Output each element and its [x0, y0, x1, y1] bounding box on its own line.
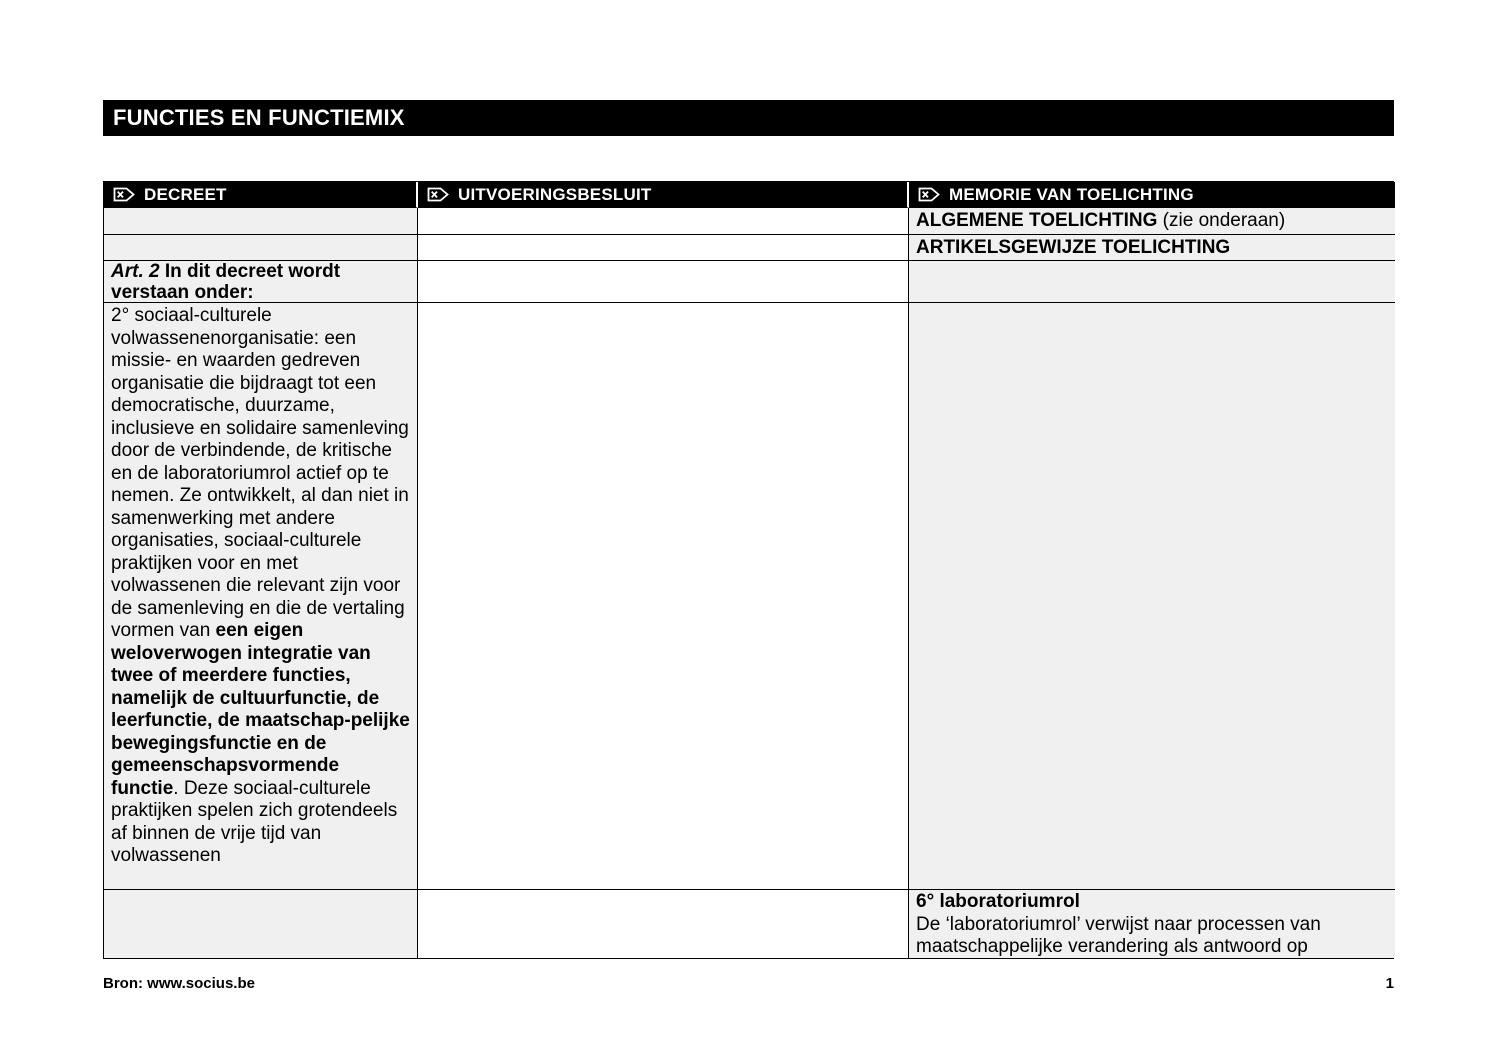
empty-cell — [418, 208, 909, 235]
empty-cell — [104, 235, 418, 261]
empty-cell — [104, 890, 418, 958]
art2-number: Art. 2 — [111, 261, 160, 282]
erase-right-icon — [113, 187, 135, 202]
column-header-uitvoeringsbesluit — [418, 182, 909, 208]
art2-cell — [104, 261, 418, 303]
erase-right-icon — [427, 187, 449, 202]
column-header-label: DECREET — [144, 184, 227, 204]
footer-page-number: 1 — [1385, 975, 1394, 992]
decree-comparison-table — [103, 181, 1394, 959]
column-header-label: UITVOERINGSBESLUIT — [458, 184, 652, 204]
algemene-toelichting-note: (zie onderaan) — [1157, 210, 1286, 231]
definition-cell — [104, 303, 418, 890]
definition-text-bold: een eigen weloverwogen integratie van twee of meerdere functies, namelijk de cultuurfunctie, de leerfunctie, de maatschap-pelijke bewegingsfunctie en de gemeenschapsvormende functie — [111, 620, 410, 799]
algemene-toelichting-cell — [909, 208, 1395, 235]
laboratoriumrol-text: De ‘laboratoriumrol’ verwijst naar processen van maatschappelijke verandering als antwoord op — [916, 913, 1321, 957]
empty-cell — [104, 208, 418, 235]
empty-cell — [418, 261, 909, 303]
laboratoriumrol-heading: 6° laboratoriumrol — [916, 891, 1080, 912]
definition-text-regular-1: 2° sociaal-culturele volwassenenorganisatie: een missie- en waarden gedreven organisatie die bijdraagt tot een democratische, duurzame, inclusieve en solidaire samenleving door de verbindende, de kritische en de laboratoriumrol actief op te nemen. Ze ontwikkelt, al dan niet in samenwerking met andere organisaties, sociaal-culturele praktijken voor en met volwassenen die relevant zijn voor de samenleving en die de vertaling vormen van — [111, 305, 409, 641]
column-header-memorie — [909, 182, 1395, 208]
empty-cell — [418, 235, 909, 261]
footer-source: Bron: www.socius.be — [103, 975, 255, 992]
empty-cell — [418, 303, 909, 890]
page-footer — [103, 975, 1394, 992]
definition-text-regular-2: . Deze sociaal-culturele praktijken spelen zich grotendeels af binnen de vrije tijd van volwassenen — [111, 777, 398, 866]
column-header-label: MEMORIE VAN TOELICHTING — [949, 184, 1194, 204]
column-header-decreet — [104, 182, 418, 208]
empty-cell — [418, 890, 909, 958]
art2-text: In dit decreet wordt verstaan onder: — [111, 261, 341, 303]
empty-cell — [909, 261, 1395, 303]
algemene-toelichting-label: ALGEMENE TOELICHTING — [916, 210, 1158, 231]
empty-cell — [909, 303, 1395, 890]
erase-right-icon — [918, 187, 940, 202]
artikelsgewijze-toelichting-cell: ARTIKELSGEWIJZE TOELICHTING — [909, 235, 1395, 261]
page-title: FUNCTIES EN FUNCTIEMIX — [103, 100, 1394, 136]
laboratoriumrol-cell — [909, 890, 1395, 958]
